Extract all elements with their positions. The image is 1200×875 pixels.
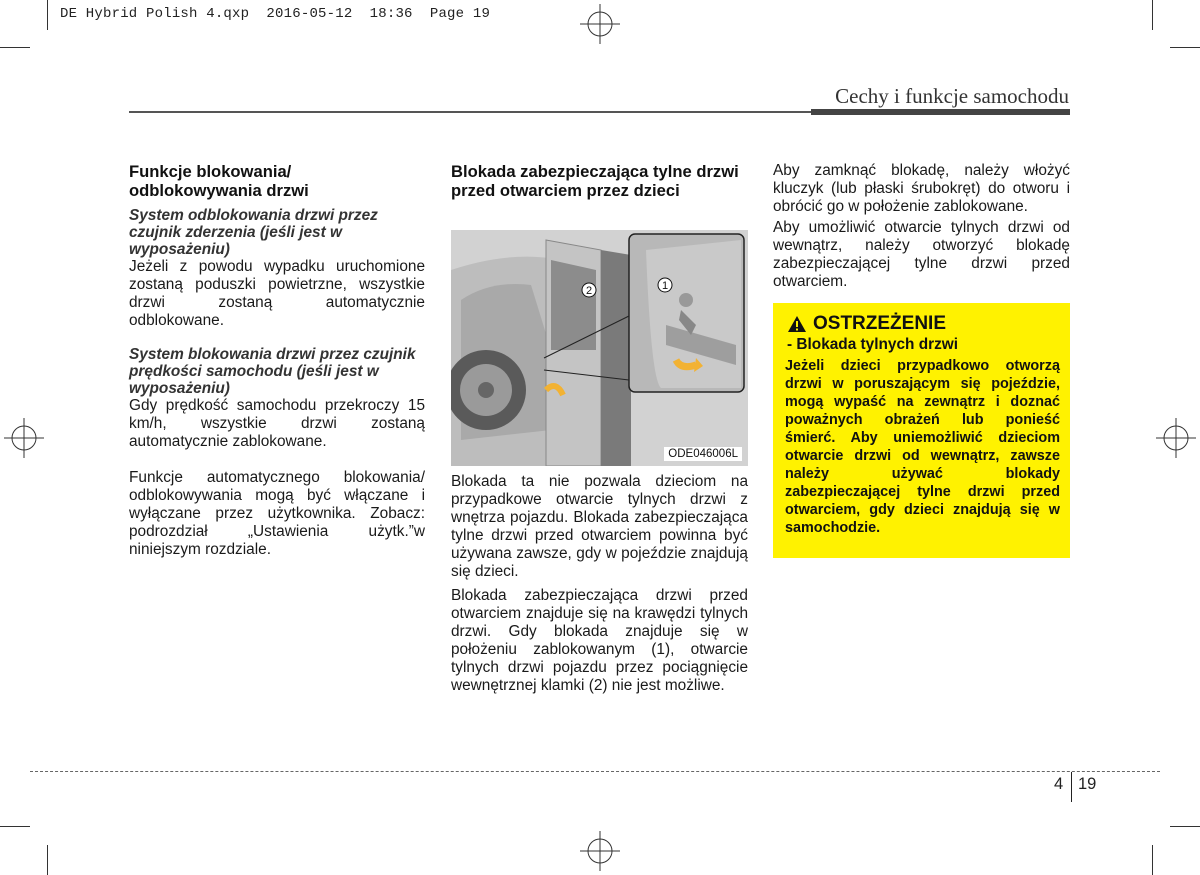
registration-mark-icon (1156, 418, 1196, 458)
column-1 (129, 162, 425, 559)
subheading-crash-unlock: System odblokowania drzwi przez czujnik zderzenia (jeśli jest w wyposażeniu) (129, 207, 378, 258)
figure-code: ODE046006L (664, 447, 742, 461)
chapter-number: 4 (1054, 775, 1064, 793)
crop-mark (1170, 826, 1200, 827)
paragraph-open-lock: Aby umożliwić otwarcie tylnych drzwi od wewnątrz, należy otworzyć blokadę zabezpieczającej tylne drzwi przed otwarciem. (773, 219, 1070, 290)
warning-heading (787, 313, 946, 335)
warning-triangle-icon (787, 315, 807, 333)
title-rule (129, 111, 811, 113)
paragraph-close-lock: Aby zamknąć blokadę, należy włożyć kluczyk (lub płaski śrubokręt) do otworu i obrócić go w położenie zablokowane. (773, 162, 1070, 215)
paragraph-speed-lock: Gdy prędkość samochodu przekroczy 15 km/h, wszystkie drzwi zostaną automatycznie zablokowane. (129, 397, 425, 450)
footer-dashed-rule (30, 771, 1160, 772)
warning-title: OSTRZEŻENIE (813, 313, 947, 334)
callout-1: 1 (662, 280, 669, 292)
heading-lock-functions: Funkcje blokowania/ odblokowywania drzwi (129, 162, 309, 200)
crop-mark (0, 826, 30, 827)
crop-mark (47, 845, 48, 875)
child-lock-illustration (451, 230, 748, 466)
column-2 (451, 162, 748, 200)
crop-mark (1170, 47, 1200, 48)
heading-child-lock: Blokada zabezpieczająca tylne drzwi przed otwarciem przez dzieci (451, 162, 739, 200)
subheading-speed-lock: System blokowania drzwi przez czujnik prędkości samochodu (jeśli jest w wyposażeniu) (129, 346, 416, 397)
title-bar (811, 109, 1070, 115)
paragraph-child-lock-location: Blokada zabezpieczająca drzwi przed otwarciem znajduje się na krawędzi tylnych drzwi. Gdy blokada znajduje się w położeniu zablokowanym (1), otwarcie tylnych drzwi pojazdu przez pociągnięcie wewnętrznej klamki (2) nie jest możliwe. (451, 587, 748, 694)
column-3 (773, 162, 1070, 291)
warning-box (773, 303, 1070, 558)
paragraph-crash-unlock: Jeżeli z powodu wypadku uruchomione zostaną poduszki powietrzne, wszystkie drzwi zostaną automatycznie odblokowane. (129, 258, 425, 329)
page-number: 19 (1078, 775, 1097, 793)
print-slug: DE Hybrid Polish 4.qxp 2016-05-12 18:36 Page 19 (60, 6, 491, 22)
crop-mark (47, 0, 48, 30)
warning-text: Jeżeli dzieci przypadkowo otworzą drzwi w poruszającym się pojeździe, mogą wypaść na zewnątrz i doznać poważnych obrażeń lub ponieść śmierć. Aby uniemożliwić dzieciom otwarcie drzwi od wewnątrz, zawsze należy używać blokady zabezpieczającej tylne drzwi przed otwarciem, gdy dzieci znajdują się w samochodzie. (785, 358, 1060, 536)
registration-mark-icon (4, 418, 44, 458)
warning-subtitle: - Blokada tylnych drzwi (787, 336, 959, 353)
callout-2: 2 (586, 285, 593, 297)
registration-mark-icon (580, 4, 620, 44)
paragraph-auto-lock-settings: Funkcje automatycznego blokowania/ odblokowywania mogą być włączane i wyłączane przez użytkownika. Zobacz: podrozdział „Ustawienia użytk.”w niniejszym rozdziale. (129, 469, 425, 558)
paragraph-child-lock-purpose: Blokada ta nie pozwala dzieciom na przypadkowe otwarcie tylnych drzwi z wnętrza pojazdu. Blokada zabezpieczająca tylne drzwi przed otwarciem powinna być używana zawsze, gdy w pojeździe znajdują się dzieci. (451, 473, 748, 580)
car-door-image (451, 230, 748, 466)
crop-mark (1152, 845, 1153, 875)
crop-mark (0, 47, 30, 48)
column-2-text (451, 473, 748, 695)
page-number-divider (1071, 772, 1072, 802)
registration-mark-icon (580, 831, 620, 871)
section-title: Cechy i funkcje samochodu (835, 84, 1069, 108)
crop-mark (1152, 0, 1153, 30)
